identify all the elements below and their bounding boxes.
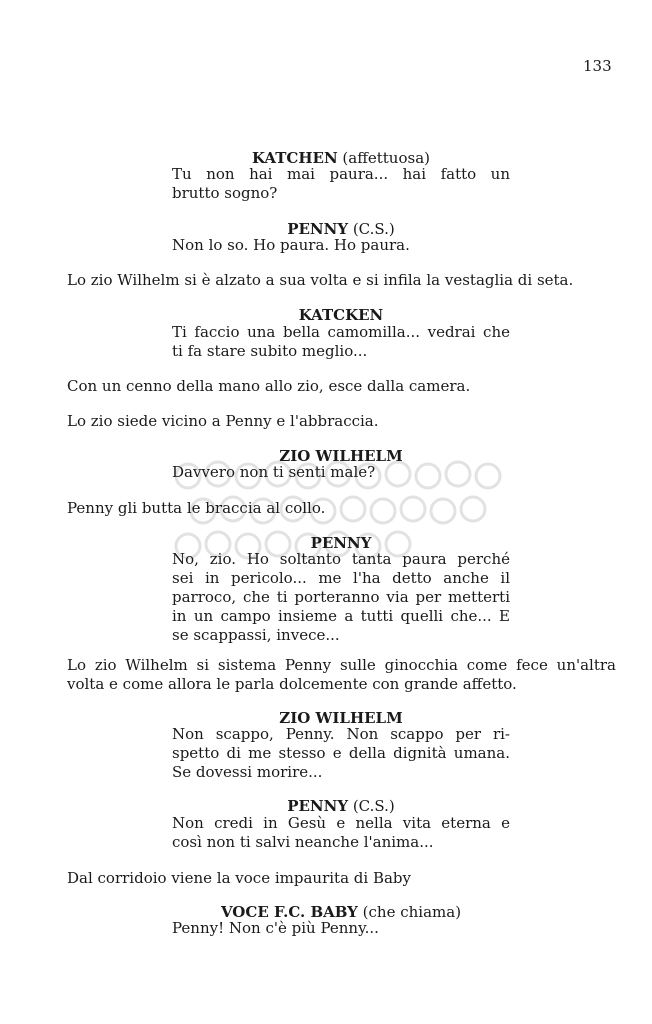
dialogue	[172, 236, 510, 255]
dialogue-line: Penny! Non c'è più Penny...	[172, 919, 379, 937]
speaker-note: (C.S.)	[348, 220, 395, 238]
action-text: volta e come allora le parla dolcemente con grande affetto.	[67, 675, 517, 693]
action-line	[67, 412, 616, 431]
action-text: Lo zio Wilhelm si sistema Penny sulle ginocchia come fece un'altra	[67, 656, 616, 674]
action-line	[67, 656, 616, 694]
speaker-name: ZIO WILHELM	[279, 447, 403, 465]
speaker-name: VOCE F.C. BABY	[220, 903, 358, 921]
dialogue-line: Non credi in Gesù e nella vita eterna e	[172, 814, 510, 832]
dialogue-line: parroco, che ti porteranno via per metterti	[172, 588, 510, 606]
dialogue-line: Davvero non ti senti male?	[172, 463, 376, 481]
speaker-heading	[172, 797, 510, 815]
action-text: Con un cenno della mano allo zio, esce dalla camera.	[67, 377, 471, 395]
dialogue-line: Non lo so. Ho paura. Ho paura.	[172, 236, 410, 254]
dialogue	[172, 323, 510, 361]
action-text: Dal corridoio viene la voce impaurita di Baby	[67, 869, 411, 887]
action-text: Lo zio siede vicino a Penny e l'abbraccia.	[67, 412, 379, 430]
speaker-name: PENNY	[310, 534, 372, 552]
dialogue-line: brutto sogno?	[172, 184, 278, 202]
dialogue	[172, 463, 510, 482]
action-text: Penny gli butta le braccia al collo.	[67, 499, 326, 517]
dialogue-line: No, zio. Ho soltanto tanta paura perché	[172, 550, 510, 568]
speaker-heading	[172, 306, 510, 324]
dialogue-line: Se dovessi morire...	[172, 763, 323, 781]
action-line	[67, 499, 616, 518]
action-line	[67, 377, 616, 396]
speaker-note: (C.S.)	[348, 797, 395, 815]
dialogue-line: così non ti salvi neanche l'anima...	[172, 833, 434, 851]
speaker-note: (che chiama)	[357, 903, 462, 921]
dialogue-line: Non scappo, Penny. Non scappo per ri-	[172, 725, 510, 743]
speaker-note: (affettuosa)	[337, 149, 430, 167]
dialogue	[172, 550, 510, 645]
action-line	[67, 869, 616, 888]
action-line	[67, 271, 616, 290]
speaker-name: ZIO WILHELM	[279, 709, 403, 727]
speaker-name: KATCHEN	[251, 149, 338, 167]
speaker-name: PENNY	[287, 797, 349, 815]
speaker-name: KATCKEN	[298, 306, 384, 324]
dialogue-line: sei in pericolo... me l'ha detto anche il	[172, 569, 510, 587]
dialogue-line: se scappassi, invece...	[172, 626, 340, 644]
dialogue-line: Ti faccio una bella camomilla... vedrai che	[172, 323, 510, 341]
dialogue-line: in un campo insieme a tutti quelli che... E	[172, 607, 510, 625]
dialogue-line: ti fa stare subito meglio...	[172, 342, 368, 360]
dialogue	[172, 814, 510, 852]
dialogue	[172, 919, 510, 938]
action-text: Lo zio Wilhelm si è alzato a sua volta e si infila la vestaglia di seta.	[67, 271, 574, 289]
dialogue	[172, 725, 510, 782]
dialogue-line: Tu non hai mai paura... hai fatto un	[172, 165, 510, 183]
dialogue-line: spetto di me stesso e della dignità umana.	[172, 744, 510, 762]
page-number: 133	[583, 57, 612, 75]
speaker-name: PENNY	[287, 220, 349, 238]
dialogue	[172, 165, 510, 203]
